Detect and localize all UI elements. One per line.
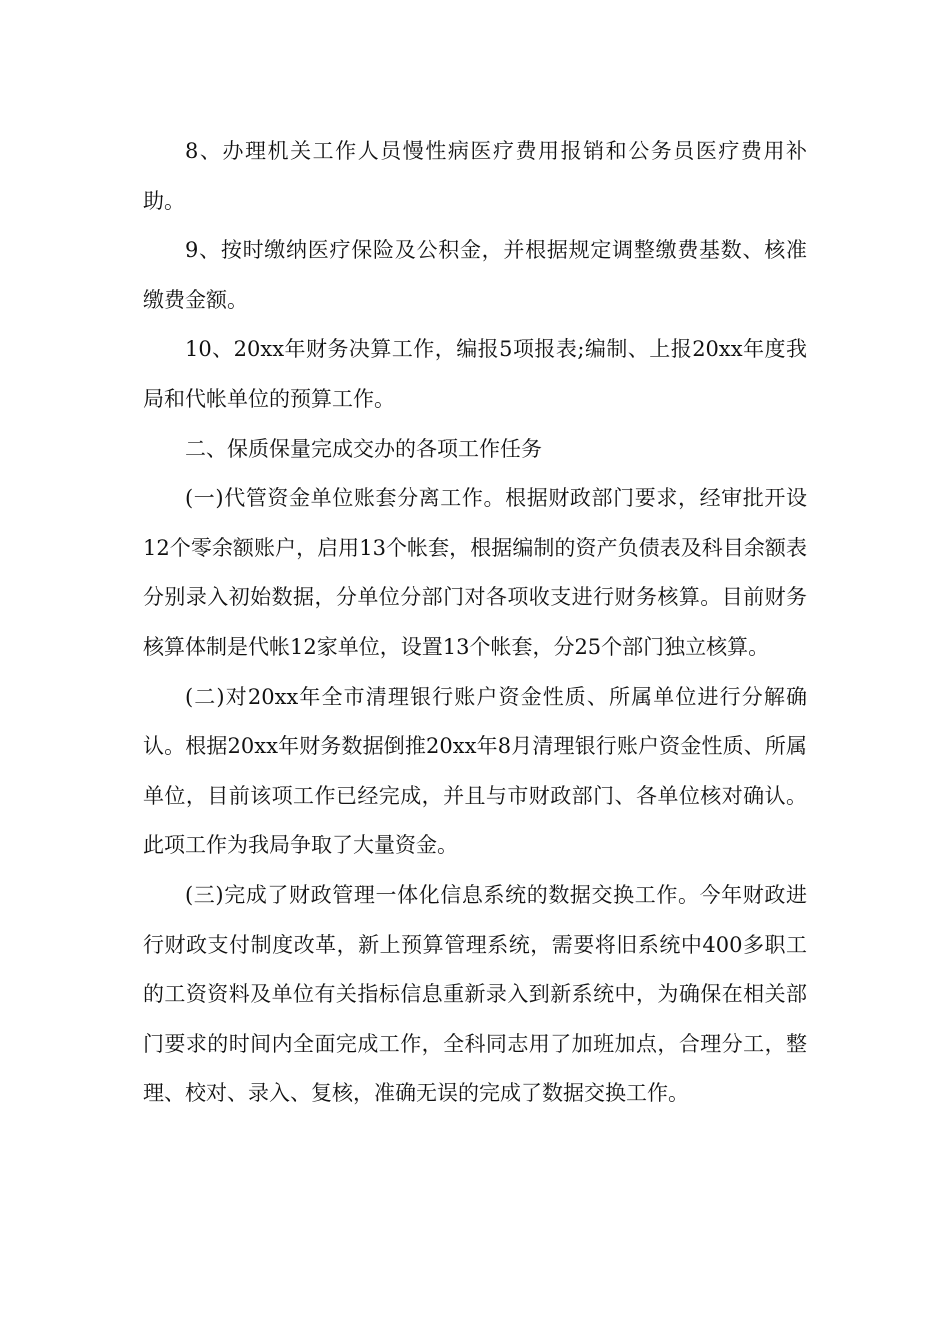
paragraph-subtask-3: (三)完成了财政管理一体化信息系统的数据交换工作。今年财政进行财政支付制度改革，新上预算管理系统，需要将旧系统中400多职工的工资资料及单位有关指标信息重新录入到新系统中，为确保在相关部门要求的时间内全面完成工作，全科同志用了加班加点，合理分工，整理、校对、录入、复核，准确无误的完成了数据交换工作。 bbox=[143, 882, 807, 1106]
paragraph-item-8: 8、办理机关工作人员慢性病医疗费用报销和公务员医疗费用补助。 bbox=[143, 139, 807, 213]
paragraph-subtask-1: (一)代管资金单位账套分离工作。根据财政部门要求，经审批开设12个零余额账户，启用13个帐套，根据编制的资产负债表及科目余额表分别录入初始数据，分单位分部门对各项收支进行财务核算。目前财务核算体制是代帐12家单位，设置13个帐套，分25个部门独立核算。 bbox=[143, 486, 807, 659]
paragraph-item-10: 10、20xx年财务决算工作，编报5项报表;编制、上报20xx年度我局和代帐单位的预算工作。 bbox=[143, 337, 807, 411]
section-heading-2: 二、保质保量完成交办的各项工作任务 bbox=[185, 436, 542, 461]
paragraph-item-9: 9、按时缴纳医疗保险及公积金，并根据规定调整缴费基数、核准缴费金额。 bbox=[143, 238, 807, 312]
paragraph-subtask-2: (二)对20xx年全市清理银行账户资金性质、所属单位进行分解确认。根据20xx年财务数据倒推20xx年8月清理银行账户资金性质、所属单位，目前该项工作已经完成，并且与市财政部门、各单位核对确认。此项工作为我局争取了大量资金。 bbox=[143, 684, 807, 858]
document-body bbox=[143, 127, 807, 1119]
